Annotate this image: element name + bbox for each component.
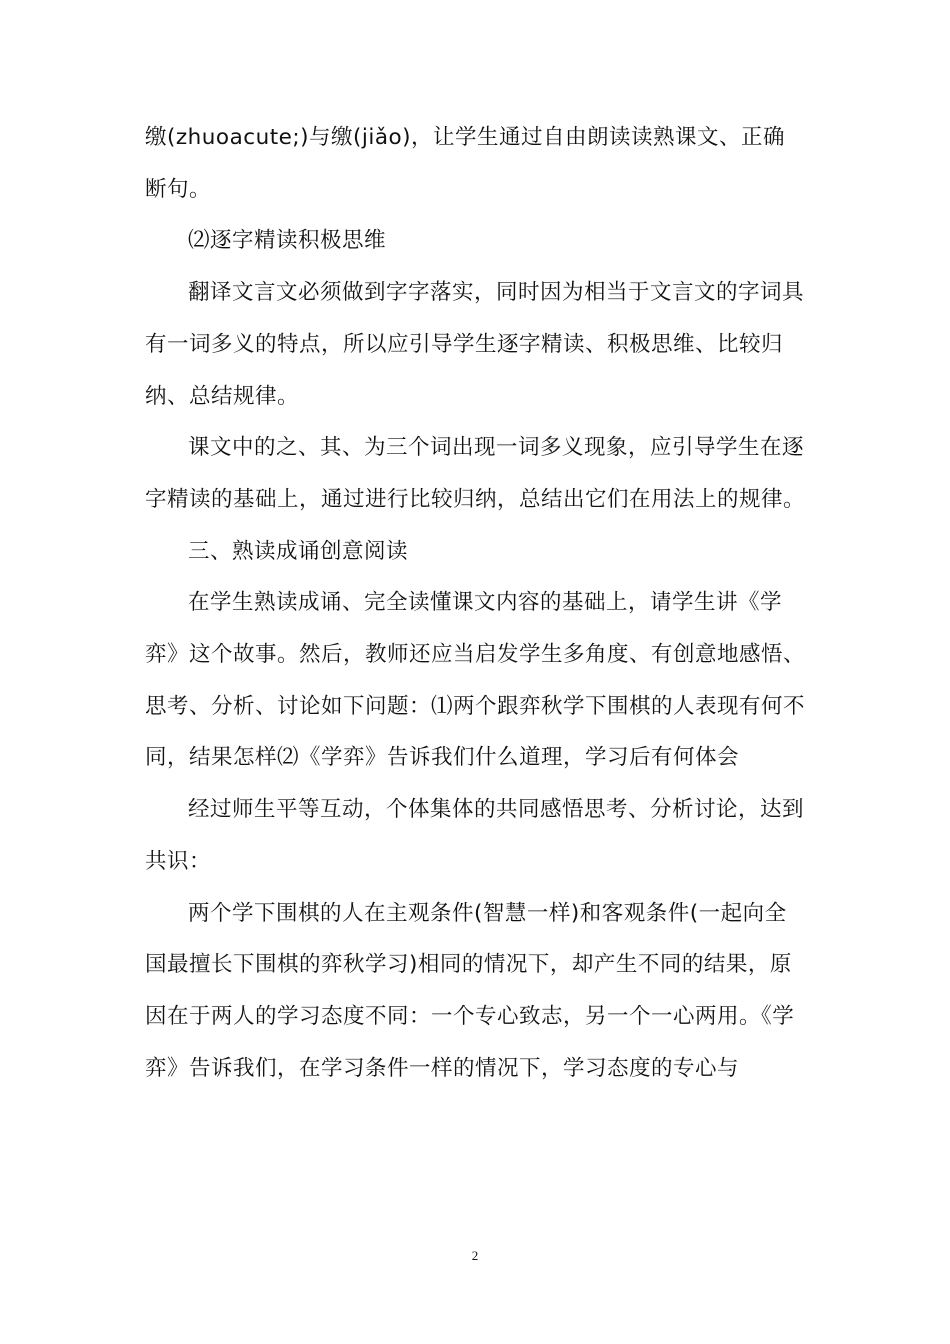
paragraph-translation-method: 翻译文言文必须做到字字落实，同时因为相当于文言文的字词具有一词多义的特点，所以应引导学生逐字精读、积极思维、比较归纳、总结规律。 [145, 280, 805, 409]
paragraph-conclusion: 两个学下围棋的人在主观条件(智慧一样)和客观条件(一起向全国最擅长下围棋的弈秋学习)相同的情况下，却产生不同的结果，原因在于两人的学习态度不同：一个专心致志，另一个一心两用。《学弈》告诉我们，在学习条件一样的情况下，学习态度的专心与 [145, 900, 795, 1081]
paragraph-pronunciation-note: 缴(zhuoacute;)与缴(jiǎo)，让学生通过自由朗读读熟课文、正确断句。 [145, 125, 786, 202]
paragraph-section-heading-three: 三、熟读成诵创意阅读 [188, 538, 409, 564]
page-number: 2 [471, 1248, 479, 1263]
paragraph-discussion-questions: 在学生熟读成诵、完全读懂课文内容的基础上，请学生讲《学弈》这个故事。然后，教师还应当启发学生多角度、有创意地感悟、思考、分析、讨论如下问题：⑴两个跟弈秋学下围棋的人表现有何不同，结果怎样⑵《学弈》告诉我们什么道理，学习后有何体会 [145, 590, 806, 771]
paragraph-heading-intensive-reading: ⑵逐字精读积极思维 [188, 228, 387, 254]
paragraph-polysemy: 课文中的之、其、为三个词出现一词多义现象，应引导学生在逐字精读的基础上，通过进行比较归纳，总结出它们在用法上的规律。 [145, 435, 806, 512]
document-body [145, 112, 805, 1094]
paragraph-consensus-intro: 经过师生平等互动，个体集体的共同感悟思考、分析讨论，达到共识： [145, 797, 805, 874]
